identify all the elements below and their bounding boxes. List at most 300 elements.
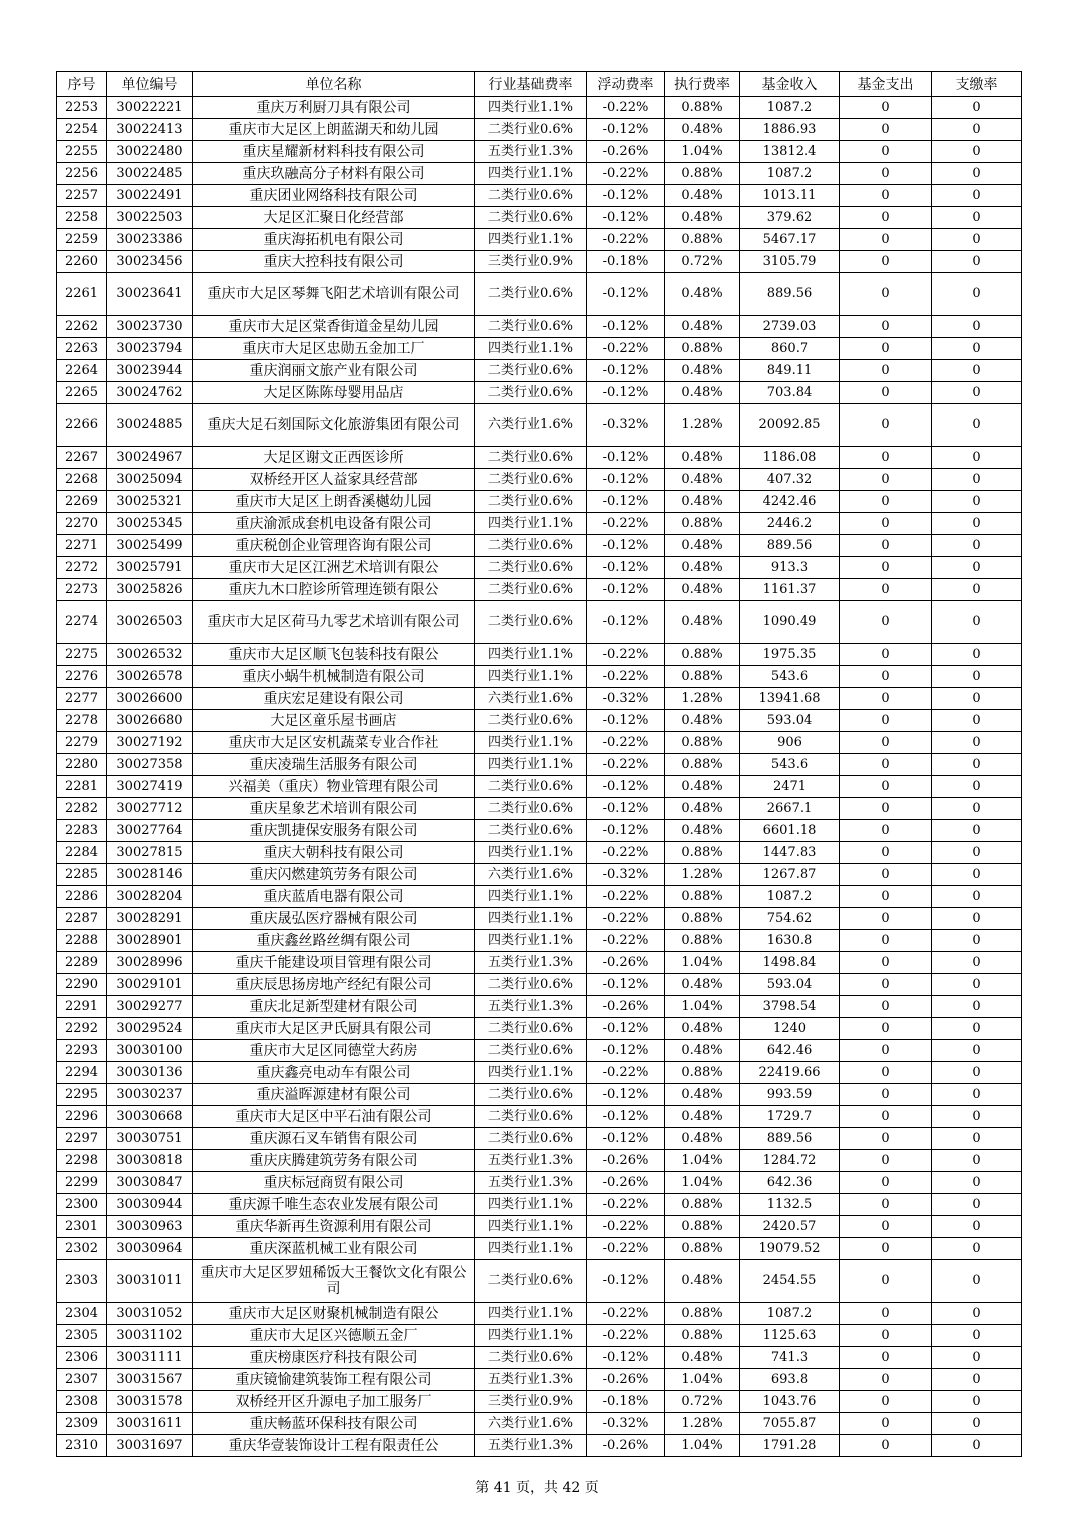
float-rate-cell: -0.22% bbox=[587, 754, 665, 776]
unit-code-cell: 30029101 bbox=[107, 974, 193, 996]
fund-expense-cell: 0 bbox=[840, 1216, 932, 1238]
table-row bbox=[57, 798, 1022, 820]
exec-rate-cell: 0.88% bbox=[665, 644, 740, 666]
float-rate-cell: -0.12% bbox=[587, 207, 665, 229]
fund-expense-cell: 0 bbox=[840, 557, 932, 579]
float-rate-cell: -0.22% bbox=[587, 1238, 665, 1260]
base-rate-cell: 五类行业1.3% bbox=[475, 141, 587, 163]
unit-code-cell: 30030818 bbox=[107, 1150, 193, 1172]
seq-cell: 2260 bbox=[57, 251, 107, 273]
unit-code-cell: 30023730 bbox=[107, 316, 193, 338]
seq-cell: 2278 bbox=[57, 710, 107, 732]
float-rate-cell: -0.12% bbox=[587, 382, 665, 404]
unit-name-cell: 大足区陈陈母婴用品店 bbox=[193, 382, 475, 404]
float-rate-cell: -0.22% bbox=[587, 1194, 665, 1216]
base-rate-cell: 二类行业0.6% bbox=[475, 491, 587, 513]
unit-name-cell: 重庆市大足区尹氏厨具有限公司 bbox=[193, 1018, 475, 1040]
unit-name-cell: 重庆北足新型建材有限公司 bbox=[193, 996, 475, 1018]
float-rate-cell: -0.12% bbox=[587, 1128, 665, 1150]
float-rate-cell: -0.26% bbox=[587, 1435, 665, 1457]
base-rate-cell: 二类行业0.6% bbox=[475, 579, 587, 601]
unit-code-cell: 30028996 bbox=[107, 952, 193, 974]
payment-ratio-cell: 0 bbox=[932, 666, 1022, 688]
payment-ratio-cell: 0 bbox=[932, 798, 1022, 820]
seq-cell: 2288 bbox=[57, 930, 107, 952]
float-rate-cell: -0.12% bbox=[587, 491, 665, 513]
table-row bbox=[57, 316, 1022, 338]
float-rate-cell: -0.12% bbox=[587, 1347, 665, 1369]
float-rate-cell: -0.12% bbox=[587, 119, 665, 141]
table-row bbox=[57, 666, 1022, 688]
unit-code-cell: 30030100 bbox=[107, 1040, 193, 1062]
unit-code-cell: 30030751 bbox=[107, 1128, 193, 1150]
table-row bbox=[57, 710, 1022, 732]
seq-cell: 2303 bbox=[57, 1260, 107, 1303]
unit-code-cell: 30028901 bbox=[107, 930, 193, 952]
base-rate-cell: 四类行业1.1% bbox=[475, 513, 587, 535]
base-rate-cell: 六类行业1.6% bbox=[475, 688, 587, 710]
seq-cell: 2258 bbox=[57, 207, 107, 229]
float-rate-cell: -0.32% bbox=[587, 688, 665, 710]
unit-code-cell: 30028291 bbox=[107, 908, 193, 930]
payment-ratio-cell: 0 bbox=[932, 404, 1022, 447]
payment-ratio-cell: 0 bbox=[932, 447, 1022, 469]
seq-cell: 2290 bbox=[57, 974, 107, 996]
table-body bbox=[57, 97, 1022, 1457]
seq-cell: 2305 bbox=[57, 1325, 107, 1347]
payment-ratio-cell: 0 bbox=[932, 207, 1022, 229]
base-rate-cell: 四类行业1.1% bbox=[475, 163, 587, 185]
seq-cell: 2286 bbox=[57, 886, 107, 908]
payment-ratio-cell: 0 bbox=[932, 513, 1022, 535]
payment-ratio-cell: 0 bbox=[932, 469, 1022, 491]
fund-expense-cell: 0 bbox=[840, 513, 932, 535]
base-rate-cell: 六类行业1.6% bbox=[475, 1413, 587, 1435]
fund-expense-cell: 0 bbox=[840, 930, 932, 952]
fund-expense-cell: 0 bbox=[840, 974, 932, 996]
payment-ratio-cell: 0 bbox=[932, 1018, 1022, 1040]
base-rate-cell: 五类行业1.3% bbox=[475, 1172, 587, 1194]
base-rate-cell: 六类行业1.6% bbox=[475, 864, 587, 886]
seq-cell: 2254 bbox=[57, 119, 107, 141]
unit-code-cell: 30025094 bbox=[107, 469, 193, 491]
float-rate-cell: -0.22% bbox=[587, 163, 665, 185]
fund-expense-cell: 0 bbox=[840, 1260, 932, 1303]
base-rate-cell: 二类行业0.6% bbox=[475, 1106, 587, 1128]
float-rate-cell: -0.12% bbox=[587, 601, 665, 644]
base-rate-cell: 二类行业0.6% bbox=[475, 1018, 587, 1040]
float-rate-cell: -0.26% bbox=[587, 952, 665, 974]
fund-expense-cell: 0 bbox=[840, 251, 932, 273]
unit-code-cell: 30031052 bbox=[107, 1303, 193, 1325]
fund-income-cell: 1043.76 bbox=[740, 1391, 840, 1413]
table-row bbox=[57, 382, 1022, 404]
exec-rate-cell: 0.48% bbox=[665, 1260, 740, 1303]
fund-expense-cell: 0 bbox=[840, 952, 932, 974]
unit-name-cell: 大足区谢文正西医诊所 bbox=[193, 447, 475, 469]
table-row bbox=[57, 404, 1022, 447]
fund-expense-cell: 0 bbox=[840, 1040, 932, 1062]
fund-income-cell: 20092.85 bbox=[740, 404, 840, 447]
unit-name-cell: 重庆市大足区兴德顺五金厂 bbox=[193, 1325, 475, 1347]
table-row bbox=[57, 469, 1022, 491]
unit-code-cell: 30026680 bbox=[107, 710, 193, 732]
base-rate-cell: 四类行业1.1% bbox=[475, 886, 587, 908]
unit-name-cell: 重庆榜康医疗科技有限公司 bbox=[193, 1347, 475, 1369]
fund-expense-cell: 0 bbox=[840, 185, 932, 207]
table-row bbox=[57, 1325, 1022, 1347]
seq-cell: 2310 bbox=[57, 1435, 107, 1457]
unit-code-cell: 30023456 bbox=[107, 251, 193, 273]
table-row bbox=[57, 754, 1022, 776]
payment-ratio-cell: 0 bbox=[932, 316, 1022, 338]
payment-ratio-cell: 0 bbox=[932, 710, 1022, 732]
exec-rate-cell: 0.48% bbox=[665, 1040, 740, 1062]
fund-income-cell: 3105.79 bbox=[740, 251, 840, 273]
unit-code-cell: 30023641 bbox=[107, 273, 193, 316]
table-row bbox=[57, 251, 1022, 273]
table-row bbox=[57, 1040, 1022, 1062]
unit-code-cell: 30031111 bbox=[107, 1347, 193, 1369]
seq-cell: 2256 bbox=[57, 163, 107, 185]
seq-cell: 2293 bbox=[57, 1040, 107, 1062]
exec-rate-cell: 0.88% bbox=[665, 1238, 740, 1260]
fund-expense-cell: 0 bbox=[840, 469, 932, 491]
base-rate-cell: 四类行业1.1% bbox=[475, 666, 587, 688]
seq-cell: 2255 bbox=[57, 141, 107, 163]
unit-name-cell: 重庆玖融高分子材料有限公司 bbox=[193, 163, 475, 185]
payment-ratio-cell: 0 bbox=[932, 229, 1022, 251]
exec-rate-cell: 0.48% bbox=[665, 119, 740, 141]
payment-ratio-cell: 0 bbox=[932, 952, 1022, 974]
table-row bbox=[57, 119, 1022, 141]
fund-expense-cell: 0 bbox=[840, 820, 932, 842]
unit-code-cell: 30025499 bbox=[107, 535, 193, 557]
unit-code-cell: 30030668 bbox=[107, 1106, 193, 1128]
float-rate-cell: -0.26% bbox=[587, 1172, 665, 1194]
unit-name-cell: 重庆市大足区上朗香溪樾幼儿园 bbox=[193, 491, 475, 513]
header-base-rate: 行业基础费率 bbox=[475, 72, 587, 97]
payment-ratio-cell: 0 bbox=[932, 842, 1022, 864]
unit-code-cell: 30030964 bbox=[107, 1238, 193, 1260]
fund-expense-cell: 0 bbox=[840, 908, 932, 930]
base-rate-cell: 五类行业1.3% bbox=[475, 996, 587, 1018]
unit-name-cell: 重庆辰思扬房地产经纪有限公司 bbox=[193, 974, 475, 996]
unit-name-cell: 重庆大足石刻国际文化旅游集团有限公司 bbox=[193, 404, 475, 447]
unit-name-cell: 重庆鑫丝路丝绸有限公司 bbox=[193, 930, 475, 952]
fund-expense-cell: 0 bbox=[840, 1128, 932, 1150]
seq-cell: 2298 bbox=[57, 1150, 107, 1172]
payment-ratio-cell: 0 bbox=[932, 908, 1022, 930]
payment-ratio-cell: 0 bbox=[932, 163, 1022, 185]
exec-rate-cell: 0.88% bbox=[665, 842, 740, 864]
fund-expense-cell: 0 bbox=[840, 864, 932, 886]
base-rate-cell: 四类行业1.1% bbox=[475, 644, 587, 666]
seq-cell: 2265 bbox=[57, 382, 107, 404]
exec-rate-cell: 0.48% bbox=[665, 579, 740, 601]
unit-name-cell: 双桥经开区人益家具经营部 bbox=[193, 469, 475, 491]
table-row bbox=[57, 1369, 1022, 1391]
seq-cell: 2266 bbox=[57, 404, 107, 447]
fund-expense-cell: 0 bbox=[840, 163, 932, 185]
fund-income-cell: 22419.66 bbox=[740, 1062, 840, 1084]
float-rate-cell: -0.32% bbox=[587, 864, 665, 886]
fund-income-cell: 2471 bbox=[740, 776, 840, 798]
seq-cell: 2283 bbox=[57, 820, 107, 842]
exec-rate-cell: 1.28% bbox=[665, 404, 740, 447]
fund-income-cell: 642.36 bbox=[740, 1172, 840, 1194]
exec-rate-cell: 0.48% bbox=[665, 382, 740, 404]
table-row bbox=[57, 952, 1022, 974]
fund-expense-cell: 0 bbox=[840, 1106, 932, 1128]
exec-rate-cell: 0.88% bbox=[665, 754, 740, 776]
payment-ratio-cell: 0 bbox=[932, 864, 1022, 886]
exec-rate-cell: 0.48% bbox=[665, 974, 740, 996]
float-rate-cell: -0.26% bbox=[587, 141, 665, 163]
float-rate-cell: -0.12% bbox=[587, 469, 665, 491]
unit-code-cell: 30022503 bbox=[107, 207, 193, 229]
float-rate-cell: -0.22% bbox=[587, 930, 665, 952]
exec-rate-cell: 0.72% bbox=[665, 251, 740, 273]
payment-ratio-cell: 0 bbox=[932, 579, 1022, 601]
table-row bbox=[57, 360, 1022, 382]
fund-expense-cell: 0 bbox=[840, 776, 932, 798]
unit-code-cell: 30031611 bbox=[107, 1413, 193, 1435]
fund-expense-cell: 0 bbox=[840, 666, 932, 688]
float-rate-cell: -0.22% bbox=[587, 513, 665, 535]
unit-name-cell: 重庆庆腾建筑劳务有限公司 bbox=[193, 1150, 475, 1172]
fund-expense-cell: 0 bbox=[840, 1150, 932, 1172]
fund-income-cell: 4242.46 bbox=[740, 491, 840, 513]
payment-ratio-cell: 0 bbox=[932, 360, 1022, 382]
unit-code-cell: 30031567 bbox=[107, 1369, 193, 1391]
float-rate-cell: -0.12% bbox=[587, 1018, 665, 1040]
exec-rate-cell: 0.48% bbox=[665, 601, 740, 644]
seq-cell: 2269 bbox=[57, 491, 107, 513]
payment-ratio-cell: 0 bbox=[932, 491, 1022, 513]
fund-income-cell: 849.11 bbox=[740, 360, 840, 382]
page-footer: 第 41 页，共 42 页 bbox=[475, 1480, 599, 1496]
exec-rate-cell: 0.48% bbox=[665, 776, 740, 798]
table-row bbox=[57, 1128, 1022, 1150]
unit-name-cell: 重庆星象艺术培训有限公司 bbox=[193, 798, 475, 820]
unit-code-cell: 30030136 bbox=[107, 1062, 193, 1084]
exec-rate-cell: 0.88% bbox=[665, 1216, 740, 1238]
unit-name-cell: 重庆市大足区琴舞飞阳艺术培训有限公司 bbox=[193, 273, 475, 316]
base-rate-cell: 四类行业1.1% bbox=[475, 1216, 587, 1238]
fund-table bbox=[56, 71, 1022, 1457]
float-rate-cell: -0.22% bbox=[587, 842, 665, 864]
unit-name-cell: 重庆千能建设项目管理有限公司 bbox=[193, 952, 475, 974]
fund-income-cell: 2420.57 bbox=[740, 1216, 840, 1238]
float-rate-cell: -0.12% bbox=[587, 820, 665, 842]
float-rate-cell: -0.26% bbox=[587, 1150, 665, 1172]
unit-code-cell: 30024762 bbox=[107, 382, 193, 404]
payment-ratio-cell: 0 bbox=[932, 1040, 1022, 1062]
payment-ratio-cell: 0 bbox=[932, 601, 1022, 644]
exec-rate-cell: 0.88% bbox=[665, 930, 740, 952]
unit-code-cell: 30026503 bbox=[107, 601, 193, 644]
header-fund-expense: 基金支出 bbox=[840, 72, 932, 97]
payment-ratio-cell: 0 bbox=[932, 1128, 1022, 1150]
unit-name-cell: 重庆市大足区棠香街道金星幼儿园 bbox=[193, 316, 475, 338]
payment-ratio-cell: 0 bbox=[932, 974, 1022, 996]
payment-ratio-cell: 0 bbox=[932, 820, 1022, 842]
base-rate-cell: 三类行业0.9% bbox=[475, 251, 587, 273]
fund-expense-cell: 0 bbox=[840, 382, 932, 404]
fund-income-cell: 1186.08 bbox=[740, 447, 840, 469]
payment-ratio-cell: 0 bbox=[932, 141, 1022, 163]
float-rate-cell: -0.12% bbox=[587, 1260, 665, 1303]
unit-name-cell: 重庆渝派成套机电设备有限公司 bbox=[193, 513, 475, 535]
fund-income-cell: 906 bbox=[740, 732, 840, 754]
seq-cell: 2264 bbox=[57, 360, 107, 382]
base-rate-cell: 五类行业1.3% bbox=[475, 952, 587, 974]
fund-income-cell: 593.04 bbox=[740, 710, 840, 732]
table-row bbox=[57, 1018, 1022, 1040]
table-row bbox=[57, 996, 1022, 1018]
payment-ratio-cell: 0 bbox=[932, 1062, 1022, 1084]
table-row bbox=[57, 601, 1022, 644]
unit-name-cell: 重庆税创企业管理咨询有限公司 bbox=[193, 535, 475, 557]
seq-cell: 2297 bbox=[57, 1128, 107, 1150]
base-rate-cell: 二类行业0.6% bbox=[475, 273, 587, 316]
base-rate-cell: 二类行业0.6% bbox=[475, 710, 587, 732]
table-row bbox=[57, 97, 1022, 119]
unit-code-cell: 30022413 bbox=[107, 119, 193, 141]
table-row bbox=[57, 579, 1022, 601]
unit-name-cell: 重庆润丽文旅产业有限公司 bbox=[193, 360, 475, 382]
fund-income-cell: 1498.84 bbox=[740, 952, 840, 974]
unit-name-cell: 重庆标冠商贸有限公司 bbox=[193, 1172, 475, 1194]
exec-rate-cell: 1.04% bbox=[665, 1150, 740, 1172]
fund-income-cell: 1087.2 bbox=[740, 886, 840, 908]
float-rate-cell: -0.12% bbox=[587, 710, 665, 732]
unit-code-cell: 30027712 bbox=[107, 798, 193, 820]
unit-name-cell: 重庆市大足区忠勋五金加工厂 bbox=[193, 338, 475, 360]
fund-expense-cell: 0 bbox=[840, 996, 932, 1018]
float-rate-cell: -0.22% bbox=[587, 229, 665, 251]
float-rate-cell: -0.22% bbox=[587, 338, 665, 360]
fund-income-cell: 1125.63 bbox=[740, 1325, 840, 1347]
exec-rate-cell: 0.48% bbox=[665, 1018, 740, 1040]
float-rate-cell: -0.12% bbox=[587, 535, 665, 557]
fund-expense-cell: 0 bbox=[840, 1062, 932, 1084]
fund-expense-cell: 0 bbox=[840, 1325, 932, 1347]
base-rate-cell: 五类行业1.3% bbox=[475, 1435, 587, 1457]
base-rate-cell: 二类行业0.6% bbox=[475, 185, 587, 207]
seq-cell: 2284 bbox=[57, 842, 107, 864]
fund-income-cell: 1791.28 bbox=[740, 1435, 840, 1457]
float-rate-cell: -0.12% bbox=[587, 273, 665, 316]
exec-rate-cell: 0.48% bbox=[665, 185, 740, 207]
exec-rate-cell: 0.48% bbox=[665, 710, 740, 732]
fund-income-cell: 889.56 bbox=[740, 535, 840, 557]
base-rate-cell: 二类行业0.6% bbox=[475, 447, 587, 469]
fund-income-cell: 1161.37 bbox=[740, 579, 840, 601]
float-rate-cell: -0.22% bbox=[587, 732, 665, 754]
exec-rate-cell: 0.88% bbox=[665, 163, 740, 185]
payment-ratio-cell: 0 bbox=[932, 996, 1022, 1018]
fund-income-cell: 913.3 bbox=[740, 557, 840, 579]
unit-code-cell: 30026532 bbox=[107, 644, 193, 666]
exec-rate-cell: 1.04% bbox=[665, 1435, 740, 1457]
base-rate-cell: 二类行业0.6% bbox=[475, 1040, 587, 1062]
unit-name-cell: 重庆星耀新材料科技有限公司 bbox=[193, 141, 475, 163]
fund-income-cell: 703.84 bbox=[740, 382, 840, 404]
seq-cell: 2253 bbox=[57, 97, 107, 119]
base-rate-cell: 二类行业0.6% bbox=[475, 360, 587, 382]
table-row bbox=[57, 864, 1022, 886]
float-rate-cell: -0.22% bbox=[587, 1325, 665, 1347]
unit-code-cell: 30030237 bbox=[107, 1084, 193, 1106]
base-rate-cell: 四类行业1.1% bbox=[475, 338, 587, 360]
unit-name-cell: 重庆镜愉建筑装饰工程有限公司 bbox=[193, 1369, 475, 1391]
unit-name-cell: 重庆华新再生资源利用有限公司 bbox=[193, 1216, 475, 1238]
seq-cell: 2276 bbox=[57, 666, 107, 688]
float-rate-cell: -0.22% bbox=[587, 644, 665, 666]
fund-expense-cell: 0 bbox=[840, 535, 932, 557]
fund-income-cell: 889.56 bbox=[740, 1128, 840, 1150]
fund-income-cell: 1630.8 bbox=[740, 930, 840, 952]
float-rate-cell: -0.12% bbox=[587, 185, 665, 207]
seq-cell: 2281 bbox=[57, 776, 107, 798]
fund-income-cell: 1240 bbox=[740, 1018, 840, 1040]
seq-cell: 2259 bbox=[57, 229, 107, 251]
header-unit-code: 单位编号 bbox=[107, 72, 193, 97]
exec-rate-cell: 0.88% bbox=[665, 1303, 740, 1325]
fund-income-cell: 1087.2 bbox=[740, 163, 840, 185]
unit-code-cell: 30029277 bbox=[107, 996, 193, 1018]
unit-code-cell: 30028146 bbox=[107, 864, 193, 886]
payment-ratio-cell: 0 bbox=[932, 273, 1022, 316]
payment-ratio-cell: 0 bbox=[932, 557, 1022, 579]
seq-cell: 2279 bbox=[57, 732, 107, 754]
unit-name-cell: 重庆海拓机电有限公司 bbox=[193, 229, 475, 251]
fund-expense-cell: 0 bbox=[840, 710, 932, 732]
fund-income-cell: 2446.2 bbox=[740, 513, 840, 535]
payment-ratio-cell: 0 bbox=[932, 382, 1022, 404]
table-row bbox=[57, 1347, 1022, 1369]
float-rate-cell: -0.12% bbox=[587, 360, 665, 382]
exec-rate-cell: 0.48% bbox=[665, 316, 740, 338]
seq-cell: 2268 bbox=[57, 469, 107, 491]
unit-code-cell: 30031697 bbox=[107, 1435, 193, 1457]
seq-cell: 2263 bbox=[57, 338, 107, 360]
base-rate-cell: 二类行业0.6% bbox=[475, 207, 587, 229]
payment-ratio-cell: 0 bbox=[932, 338, 1022, 360]
unit-code-cell: 30022491 bbox=[107, 185, 193, 207]
float-rate-cell: -0.18% bbox=[587, 251, 665, 273]
base-rate-cell: 二类行业0.6% bbox=[475, 776, 587, 798]
unit-code-cell: 30027815 bbox=[107, 842, 193, 864]
table-row bbox=[57, 776, 1022, 798]
exec-rate-cell: 0.48% bbox=[665, 798, 740, 820]
unit-name-cell: 兴福美（重庆）物业管理有限公司 bbox=[193, 776, 475, 798]
seq-cell: 2301 bbox=[57, 1216, 107, 1238]
seq-cell: 2262 bbox=[57, 316, 107, 338]
unit-code-cell: 30031011 bbox=[107, 1260, 193, 1303]
float-rate-cell: -0.26% bbox=[587, 996, 665, 1018]
base-rate-cell: 二类行业0.6% bbox=[475, 119, 587, 141]
payment-ratio-cell: 0 bbox=[932, 1194, 1022, 1216]
exec-rate-cell: 0.48% bbox=[665, 447, 740, 469]
fund-expense-cell: 0 bbox=[840, 886, 932, 908]
float-rate-cell: -0.12% bbox=[587, 974, 665, 996]
fund-income-cell: 1087.2 bbox=[740, 97, 840, 119]
float-rate-cell: -0.22% bbox=[587, 97, 665, 119]
base-rate-cell: 二类行业0.6% bbox=[475, 820, 587, 842]
